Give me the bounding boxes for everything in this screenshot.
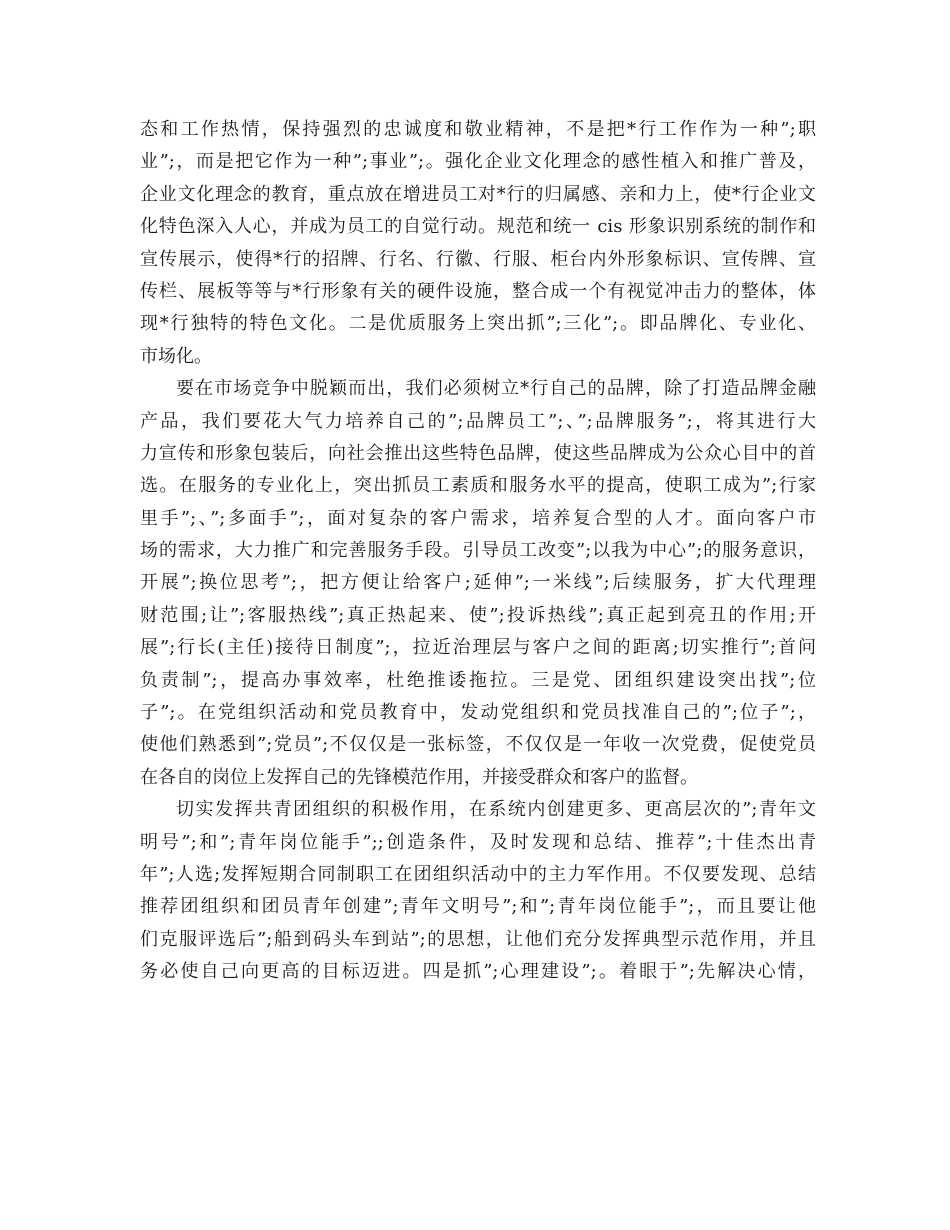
text-line: 子”;。在党组织活动和党员教育中，发动党组织和党员找准自己的”;位子”;， [140, 702, 816, 724]
text-line: 要在市场竞争中脱颖而出，我们必须树立*行自己的品牌，除了打造品牌金融 [176, 378, 816, 400]
text-line: 明号”;和”;青年岗位能手”;;创造条件，及时发现和总结、推荐”;十佳杰出青 [140, 831, 816, 853]
text-line: 市场化。 [140, 345, 212, 367]
text-line: 态和工作热情，保持强烈的忠诚度和敬业精神，不是把*行工作作为一种”;职 [140, 119, 816, 140]
text-line: 传栏、展板等等与*行形象有关的硬件设施，整合成一个有视觉冲击力的整体，体 [140, 280, 816, 302]
text-line: 力宣传和形象包装后，向社会推出这些特色品牌，使这些品牌成为公众心目中的首 [140, 442, 816, 464]
paragraph-2 [140, 373, 816, 794]
text-line: 推荐团组织和团员青年创建”;青年文明号”;和”;青年岗位能手”;，而且要让他 [140, 896, 816, 918]
text-line: 负责制”;，提高办事效率，杜绝推诿拖拉。三是党、团组织建设突出找”;位 [140, 669, 816, 691]
text-line: 企业文化理念的教育，重点放在增进员工对*行的归属感、亲和力上，使*行企业文 [140, 183, 816, 205]
text-line: 产品，我们要花大气力培养自己的”;品牌员工”;、”;品牌服务”;，将其进行大 [140, 410, 816, 432]
text-line: 使他们熟悉到”;党员”;不仅仅是一张标签，不仅仅是一年收一次党费，促使党员 [140, 734, 816, 756]
text-line: 展”;行长(主任)接待日制度”;，拉近治理层与客户之间的距离;切实推行”;首问 [140, 637, 816, 659]
text-line: 宣传展示，使得*行的招牌、行名、行徽、行服、柜台内外形象标识、宣传牌、宣 [140, 248, 816, 270]
paragraph-1 [140, 114, 816, 373]
text-line: 现*行独特的特色文化。二是优质服务上突出抓”;三化”;。即品牌化、专业化、 [140, 313, 816, 335]
text-line: 切实发挥共青团组织的积极作用，在系统内创建更多、更高层次的”;青年文 [176, 799, 816, 821]
text-line: 财范围;让”;客服热线”;真正热起来、使”;投诉热线”;真正起到亮丑的作用;开 [140, 604, 816, 626]
text-line: 年”;人选;发挥短期合同制职工在团组织活动中的主力军作用。不仅要发现、总结 [140, 863, 816, 885]
text-line: 务必使自己向更高的目标迈进。四是抓”;心理建设”;。着眼于”;先解决心情， [140, 961, 816, 983]
text-line: 里手”;、”;多面手”;，面对复杂的客户需求，培养复合型的人才。面向客户市 [140, 507, 816, 529]
paragraph-3 [140, 794, 816, 988]
document-body [140, 114, 816, 989]
text-line: 业”;，而是把它作为一种”;事业”;。强化企业文化理念的感性植入和推广普及， [140, 151, 816, 173]
text-line: 选。在服务的专业化上，突出抓员工素质和服务水平的提高，使职工成为”;行家 [140, 475, 816, 497]
text-line: 场的需求，大力推广和完善服务手段。引导员工改变”;以我为中心”;的服务意识， [140, 540, 816, 562]
text-line: 开展”;换位思考”;，把方便让给客户;延伸”;一米线”;后续服务，扩大代理理 [140, 572, 816, 594]
text-line: 们克服评选后”;船到码头车到站”;的思想，让他们充分发挥典型示范作用，并且 [140, 928, 816, 950]
text-line: 在各自的岗位上发挥自己的先锋模范作用，并接受群众和客户的监督。 [140, 766, 698, 788]
text-line: 化特色深入人心，并成为员工的自觉行动。规范和统一 cis 形象识别系统的制作和 [140, 216, 816, 238]
